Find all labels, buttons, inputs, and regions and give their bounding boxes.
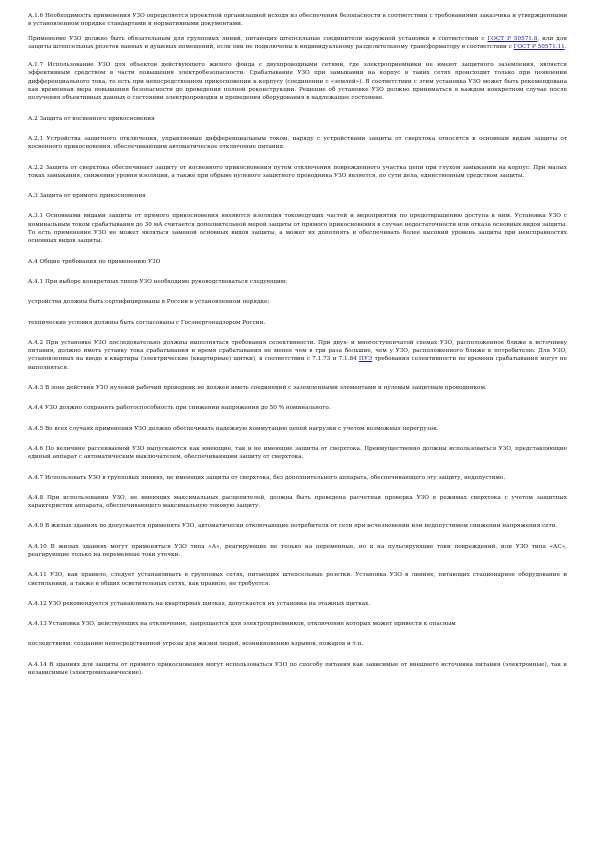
paragraph-text: устройства должны быть сертифицированы в России в установленном порядке; (28, 299, 270, 306)
document-reference-link[interactable]: ГОСТ Р 50571.8 (487, 35, 538, 42)
paragraph-text: А.1.6 Необходимость применения УЗО определяется проектной организацией исходя из обеспечения безопасности в соответствии с требованиями заказчика и утвержденными в установленном порядке стандартами и нормативными документами. (28, 13, 567, 28)
para-a-4-5 (28, 425, 567, 433)
heading-a-3 (28, 192, 567, 200)
paragraph-text: Применение УЗО должно быть обязательным для групповых линий, питающих штепсельные соединители наружной установки в соответствии с (28, 35, 488, 42)
paragraph-text: , или для защиты штепсельных розеток ванных и душевых помещений, если они не подключены к индивидуальному разделительному трансформатору в соответствии с (28, 35, 567, 50)
heading-a-4 (28, 258, 567, 266)
paragraph-text: А.2 Защита от косвенного прикосновения (28, 115, 155, 122)
para-a-1-6 (28, 12, 567, 29)
para-a-4-14 (28, 661, 567, 678)
paragraph-text: последствиям: созданию непосредственной угрозы для жизни людей, возникновению взрывов, пожаров и т.п. (28, 641, 364, 648)
para-a-4-2 (28, 339, 567, 372)
para-a-4-11 (28, 571, 567, 588)
para-a-4-8 (28, 494, 567, 511)
paragraph-text: А.4.3 В зоне действия УЗО нулевой рабочий проводник не должен иметь соединений с заземленными элементами и нулевым защитным проводником. (28, 385, 487, 392)
para-a-4-1-item-1 (28, 298, 567, 306)
para-a-1-7 (28, 61, 567, 102)
document-reference-link[interactable]: ПУЭ (358, 356, 373, 363)
paragraph-text: А.4.8 При использовании УЗО, не имеющих максимальных расцепителей, должна быть проведена расчетная проверка УЗО в режимах сверхтока с учетом защитных характеристик аппарата, обеспечивающего максимальную токовую защиту. (28, 494, 567, 510)
paragraph-text: А.2.1 Устройства защитного отключения, управляемые дифференциальным током, наряду с устройствами защиты от сверхтока относятся к основным видам защиты от косвенного прикосновения, обеспечивающим автоматическое отключение питания. (28, 135, 567, 151)
para-a-4-4 (28, 404, 567, 412)
paragraph-text: требования селективности по времени срабатывания могут не выполняться. (28, 356, 567, 371)
para-a-4-13-cont (28, 640, 567, 648)
para-a-4-7 (28, 474, 567, 482)
paragraph-text: А.4.10 В жилых зданиях могут применяться УЗО типа «А», реагирующие не только на переменные, но и на пульсирующие токи повреждений, или УЗО типа «АС», реагирующие только на переменные токи утечки. (28, 543, 567, 558)
para-a-4-12 (28, 600, 567, 608)
para-a-4-6 (28, 445, 567, 462)
paragraph-text: А.4.2 При установке УЗО последовательно должны выполняться требования селективности. При двух- и многоступенчатой схемах УЗО, расположенное ближе к источнику питания, должно иметь уставку тока срабатывания и время срабатывания не менее чем в три раза большие, чем у УЗО, расположенного ближе к потребителю. Для УЗО, установленных на вводе в квартиры (электрические (квартирные) щитки), в соответствии с 7.1.73 и 7.1.84 (28, 339, 567, 363)
para-a-4-3 (28, 384, 567, 392)
para-a-4-9 (28, 522, 567, 530)
para-a-1-6-notes (28, 35, 567, 52)
paragraph-text: А.4.6 По величине рассеиваемой УЗО выпускаются как имеющие, так и не имеющие защиты от сверхтока. Преимущественно должны использоваться УЗО, представляющие единый аппарат с автоматическим выключателем, обеспечивающим защиту от сверхтока. (28, 445, 567, 461)
document-reference-link[interactable]: ГОСТ Р 50571.11 (513, 43, 565, 50)
paragraph-text: А.3 Защита от прямого прикосновения (28, 193, 146, 200)
paragraph-text: А.4.11 УЗО, как правило, следует устанавливать в групповых сетях, питающих штепсельные розетки. Установка УЗО в линиях, питающих стационарное оборудование и светильники, а также в общих осветительных сетях, как правило, не требуется. (28, 572, 567, 587)
paragraph-text: А.2.2 Защита от сверхтока обеспечивает защиту от косвенного прикосновения путем отключения поврежденного участка цепи при глухом замыкании на корпус. При малых токах замыкания, снижении уровня изоляции, а также при обрыве нулевого защитного проводника УЗО является, по сути дела, единственным средством защиты. (28, 164, 567, 179)
para-a-2-2 (28, 164, 567, 181)
paragraph-text: А.4.12 УЗО рекомендуется устанавливать на квартирных щитках, допускается их установка на этажных щитках. (28, 600, 371, 607)
paragraph-text: А.4.1 При выборе конкретных типов УЗО необходимо руководствоваться следующим: (28, 278, 288, 285)
para-a-4-1-item-2 (28, 319, 567, 327)
paragraph-text: А.4.13 Установка УЗО, действующих на отключение, запрещается для электроприемников, отключение которых может привести к опасным (28, 621, 456, 628)
paragraph-text: . (564, 43, 567, 50)
paragraph-text: технические условия должны быть согласованы с Госэнергонадзором России. (28, 319, 266, 326)
paragraph-text: А.1.7 Использование УЗО для объектов действующего жилого фонда с двухпроводными сетями, где электроприемники не имеют защитного заземления, является эффективным средством в части повышения электробезопасности. Срабатывание УЗО при замыкании на корпус в таких сетях происходит только при появлении дифференциального тока, то есть при непосредственном прикосновении к корпусу (соединении с «землей»). В соответствии с этим установка УЗО может быть рекомендована как временная мера повышения безопасности до проведения полной реконструкции. Решение об установке УЗО должно приниматься в каждом конкретном случае после получения объективных данных о состоянии электропроводки и проведения оборудования в надлежащее состояние. (28, 62, 567, 102)
paragraph-text: А.4.9 В жилых зданиях не допускается применять УЗО, автоматически отключающие потребителя от сети при исчезновении или недопустимом снижении напряжения сети. (28, 523, 558, 530)
para-a-2-1 (28, 135, 567, 152)
para-a-4-10 (28, 543, 567, 560)
paragraph-text: А.4 Общие требования по применению УЗО (28, 258, 161, 265)
paragraph-text: А.3.1 Основными видами защиты от прямого прикосновения являются изоляция токоведущих частей и мероприятия по предотвращению доступа к ним. Установка УЗО с номинальным током срабатывания до 30 мА считается дополнительной мерой защиты от прямого прикосновения в случае недостаточности или отказа основных видов защиты. То есть применение УЗО не может являться заменой основных видов защиты, а может их дополнять и обеспечивать более высокий уровень защиты при неисправностях основных видов защиты. (28, 213, 568, 245)
para-a-4-13 (28, 620, 567, 628)
para-a-3-1 (28, 212, 567, 245)
paragraph-text: А.4.5 Во всех случаях применения УЗО должно обеспечивать надежную коммутацию цепей нагрузки с учетом возможных перегрузок. (28, 425, 439, 432)
para-a-4-1 (28, 278, 567, 286)
paragraph-text: А.4.7 Использовать УЗО в групповых линиях, не имеющих защиты от сверхтока, без дополнительного аппарата, обеспечивающего эту защиту, недопустимо. (28, 474, 506, 481)
paragraph-text: А.4.14 В зданиях для защиты от прямого прикосновения могут использоваться УЗО по способу питания как зависимые от внешнего источника питания (электронные), так и независимые (электромеханические). (28, 661, 567, 677)
heading-a-2 (28, 115, 567, 123)
paragraph-text: А.4.4 УЗО должно сохранять работоспособность при снижении напряжения до 50 % номинального. (28, 405, 331, 412)
